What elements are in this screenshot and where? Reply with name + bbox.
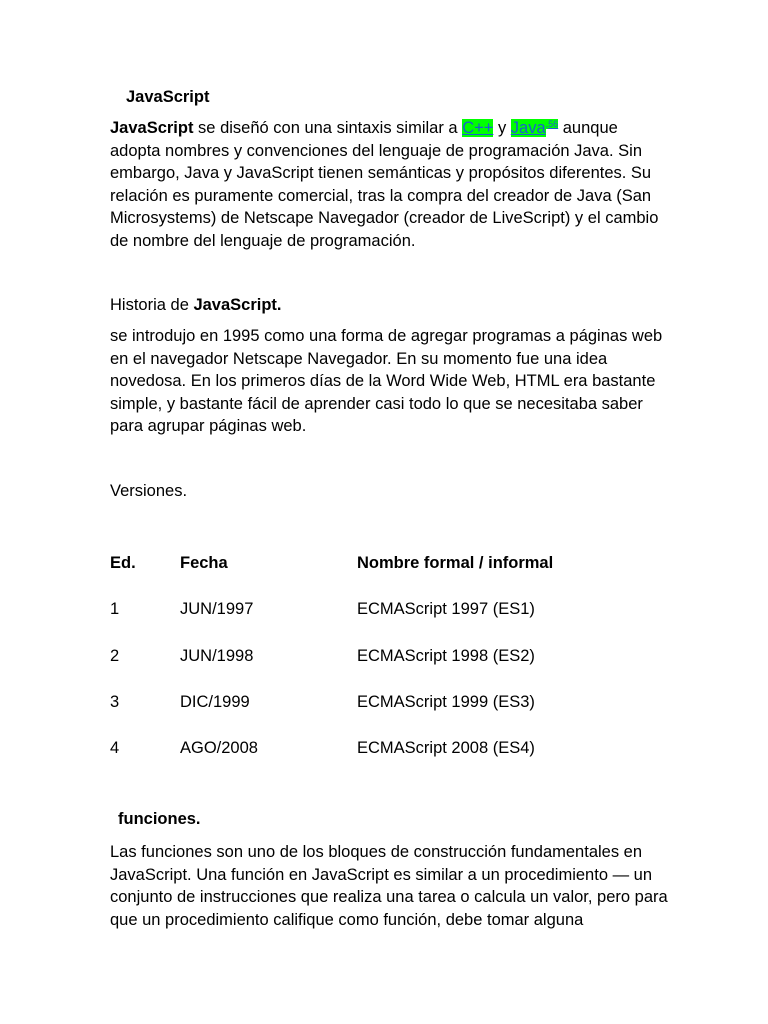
history-label-bold: JavaScript. <box>193 296 282 314</box>
cell-fecha: JUN/1997 <box>180 600 254 618</box>
cell-fecha: AGO/2008 <box>180 739 258 757</box>
versions-table-header <box>110 551 670 575</box>
cell-ed: 1 <box>110 600 120 618</box>
functions-paragraph: Las funciones son uno de los bloques de construcción fundamentales en JavaScript. Una función en JavaScript es similar a un procedimiento — un conjunto de instrucciones que realiza una tarea o calcula un valor, pero para que un procedimiento califique como función, debe tomar alguna <box>110 843 668 929</box>
table-row <box>110 644 670 668</box>
link-cpp[interactable]: C++ <box>462 119 494 137</box>
intro-paragraph <box>110 117 670 253</box>
link-java[interactable]: Java <box>510 119 546 137</box>
header-nombre: Nombre formal / informal <box>357 554 554 572</box>
cell-fecha: JUN/1998 <box>180 647 254 665</box>
header-fecha: Fecha <box>180 554 228 572</box>
history-paragraph: se introdujo en 1995 como una forma de agregar programas a páginas web en el navegador Netscape Navegador. En su momento fue una idea novedosa. En los primeros días de la Word Wide Web, HTML era bastante simple, y bastante fácil de aprender casi todo lo que se necesitaba saber para agrupar páginas web. <box>110 327 663 436</box>
versions-label: Versiones. <box>110 482 188 500</box>
table-row <box>110 597 670 621</box>
cell-ed: 3 <box>110 693 120 711</box>
cell-ed: 2 <box>110 647 120 665</box>
cell-nombre: ECMAScript 1999 (ES3) <box>357 693 535 711</box>
cell-ed: 4 <box>110 739 120 757</box>
header-ed: Ed. <box>110 554 136 572</box>
cell-fecha: DIC/1999 <box>180 693 250 711</box>
footnote-ref[interactable]: ,56 <box>545 118 559 129</box>
cell-nombre: ECMAScript 1997 (ES1) <box>357 600 535 618</box>
intro-bold-term: JavaScript <box>110 119 194 137</box>
history-label: Historia de <box>110 296 194 314</box>
table-row <box>110 736 670 760</box>
functions-heading: funciones. <box>118 810 201 828</box>
history-heading <box>110 294 670 317</box>
intro-text-c: aunque adopta nombres y convenciones del lenguaje de programación Java. Sin embargo, Java y JavaScript tienen semánticas y propósitos diferentes. Su relación es puramente comercial, tras la compra del creador de Java (San Microsystems) de Netscape Navegador (creador de LiveScript) y el cambio de nombre del lenguaje de programación. <box>110 119 659 250</box>
intro-text-a: se diseñó con una sintaxis similar a <box>193 119 463 137</box>
cell-nombre: ECMAScript 1998 (ES2) <box>357 647 535 665</box>
page-title: JavaScript <box>126 88 210 106</box>
table-row <box>110 690 670 714</box>
intro-text-b: y <box>493 119 511 137</box>
cell-nombre: ECMAScript 2008 (ES4) <box>357 739 535 757</box>
